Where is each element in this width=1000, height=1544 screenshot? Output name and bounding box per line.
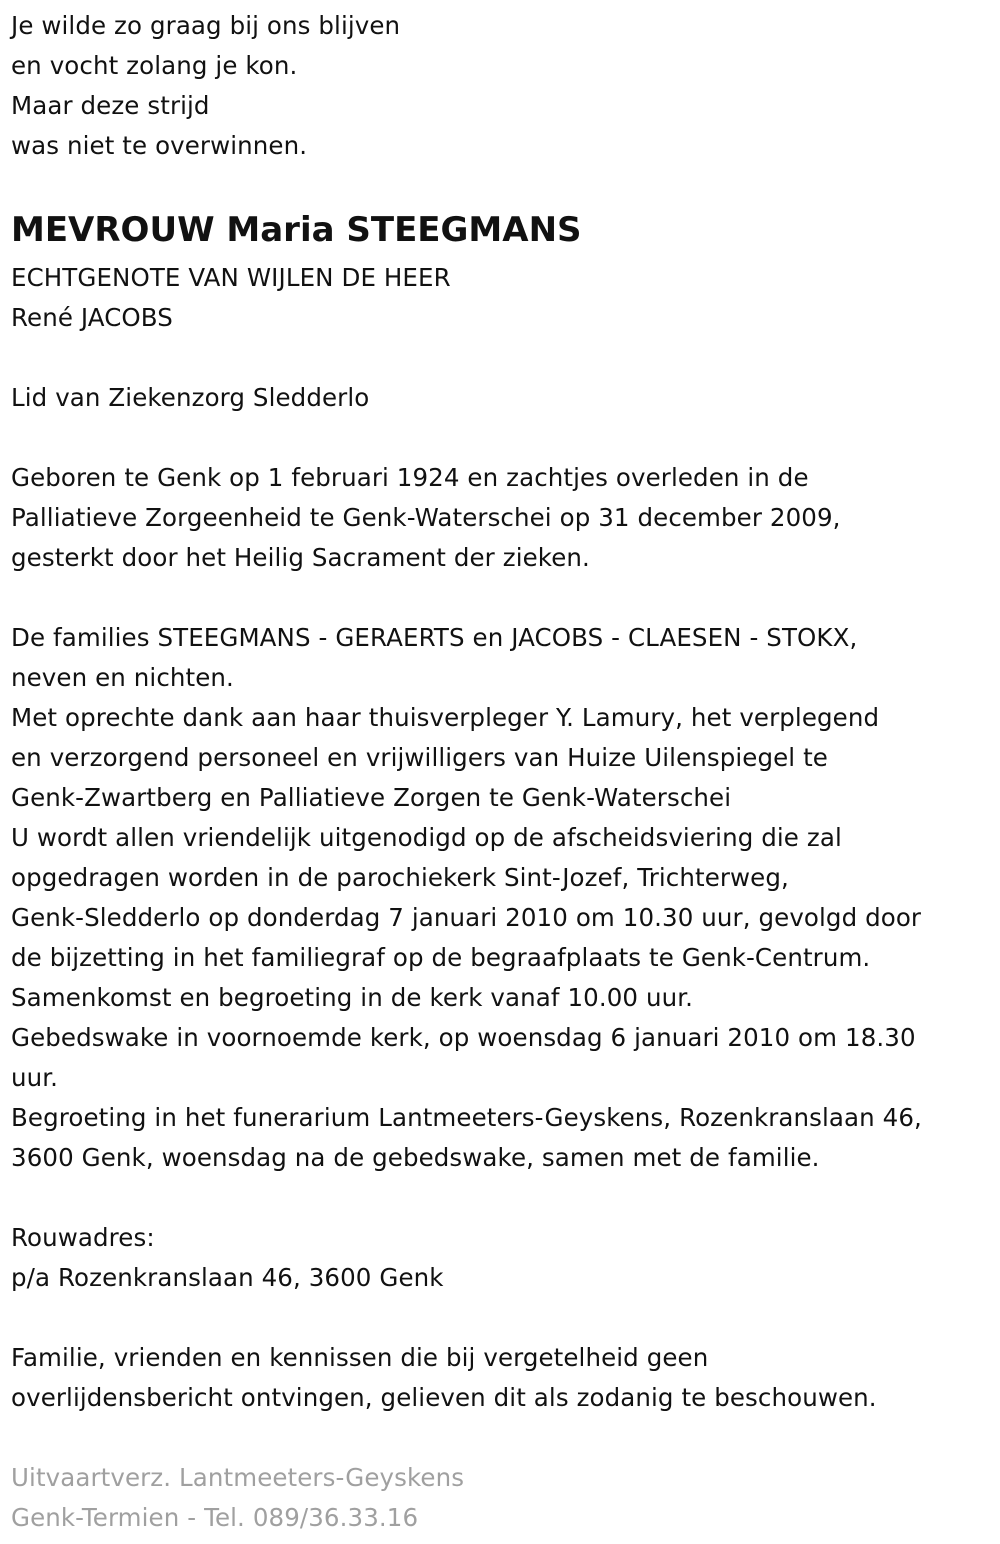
deceased-name: MEVROUW Maria STEEGMANS [11,210,582,250]
paragraph-line: en verzorgend personeel en vrijwilligers van Huize Uilenspiegel te [11,743,828,772]
paragraph-line: de bijzetting in het familiegraf op de begraafplaats te Genk-Centrum. [11,943,871,972]
birth-death-info [11,458,990,578]
spouse-info [11,258,990,338]
mourning-address [11,1218,990,1298]
footer-line: Genk-Termien - Tel. 089/36.33.16 [11,1503,419,1532]
poem-line: Je wilde zo graag bij ons blijven [11,11,401,40]
paragraph-line: neven en nichten. [11,663,234,692]
poem-line: was niet te overwinnen. [11,131,308,160]
paragraph-line: De families STEEGMANS - GERAERTS en JACOBS - CLAESEN - STOKX, [11,623,858,652]
birth-line: gesterkt door het Heilig Sacrament der zieken. [11,543,590,572]
paragraph-line: opgedragen worden in de parochiekerk Sint-Jozef, Trichterweg, [11,863,789,892]
funeral-home-footer [11,1458,990,1538]
paragraph-line: uur. [11,1063,59,1092]
notice-paragraph [11,1338,990,1418]
spouse-line: René JACOBS [11,303,173,332]
paragraph-line: Met oprechte dank aan haar thuisverpleger Y. Lamury, het verplegend [11,703,880,732]
birth-line: Geboren te Genk op 1 februari 1924 en zachtjes overleden in de [11,463,809,492]
paragraph-line: 3600 Genk, woensdag na de gebedswake, samen met de familie. [11,1143,820,1172]
paragraph-line: Genk-Zwartberg en Palliatieve Zorgen te Genk-Waterschei [11,783,732,812]
address-line: p/a Rozenkranslaan 46, 3600 Genk [11,1263,444,1292]
spouse-line: ECHTGENOTE VAN WIJLEN DE HEER [11,263,451,292]
footer-line: Uitvaartverz. Lantmeeters-Geyskens [11,1463,465,1492]
poem [11,6,990,166]
address-line: Rouwadres: [11,1223,155,1252]
paragraph-line: U wordt allen vriendelijk uitgenodigd op de afscheidsviering die zal [11,823,842,852]
notice-line: overlijdensbericht ontvingen, gelieven dit als zodanig te beschouwen. [11,1383,877,1412]
paragraph-line: Begroeting in het funerarium Lantmeeters-Geyskens, Rozenkranslaan 46, [11,1103,922,1132]
paragraph-line: Samenkomst en begroeting in de kerk vanaf 10.00 uur. [11,983,694,1012]
poem-line: en vocht zolang je kon. [11,51,298,80]
paragraph-line: Genk-Sledderlo op donderdag 7 januari 2010 om 10.30 uur, gevolgd door [11,903,922,932]
notice-line: Familie, vrienden en kennissen die bij vergetelheid geen [11,1343,709,1372]
membership: Lid van Ziekenzorg Sledderlo [11,383,370,412]
families-and-ceremony [11,618,990,1178]
birth-line: Palliatieve Zorgeenheid te Genk-Waterschei op 31 december 2009, [11,503,841,532]
poem-line: Maar deze strijd [11,91,210,120]
paragraph-line: Gebedswake in voornoemde kerk, op woensdag 6 januari 2010 om 18.30 [11,1023,916,1052]
